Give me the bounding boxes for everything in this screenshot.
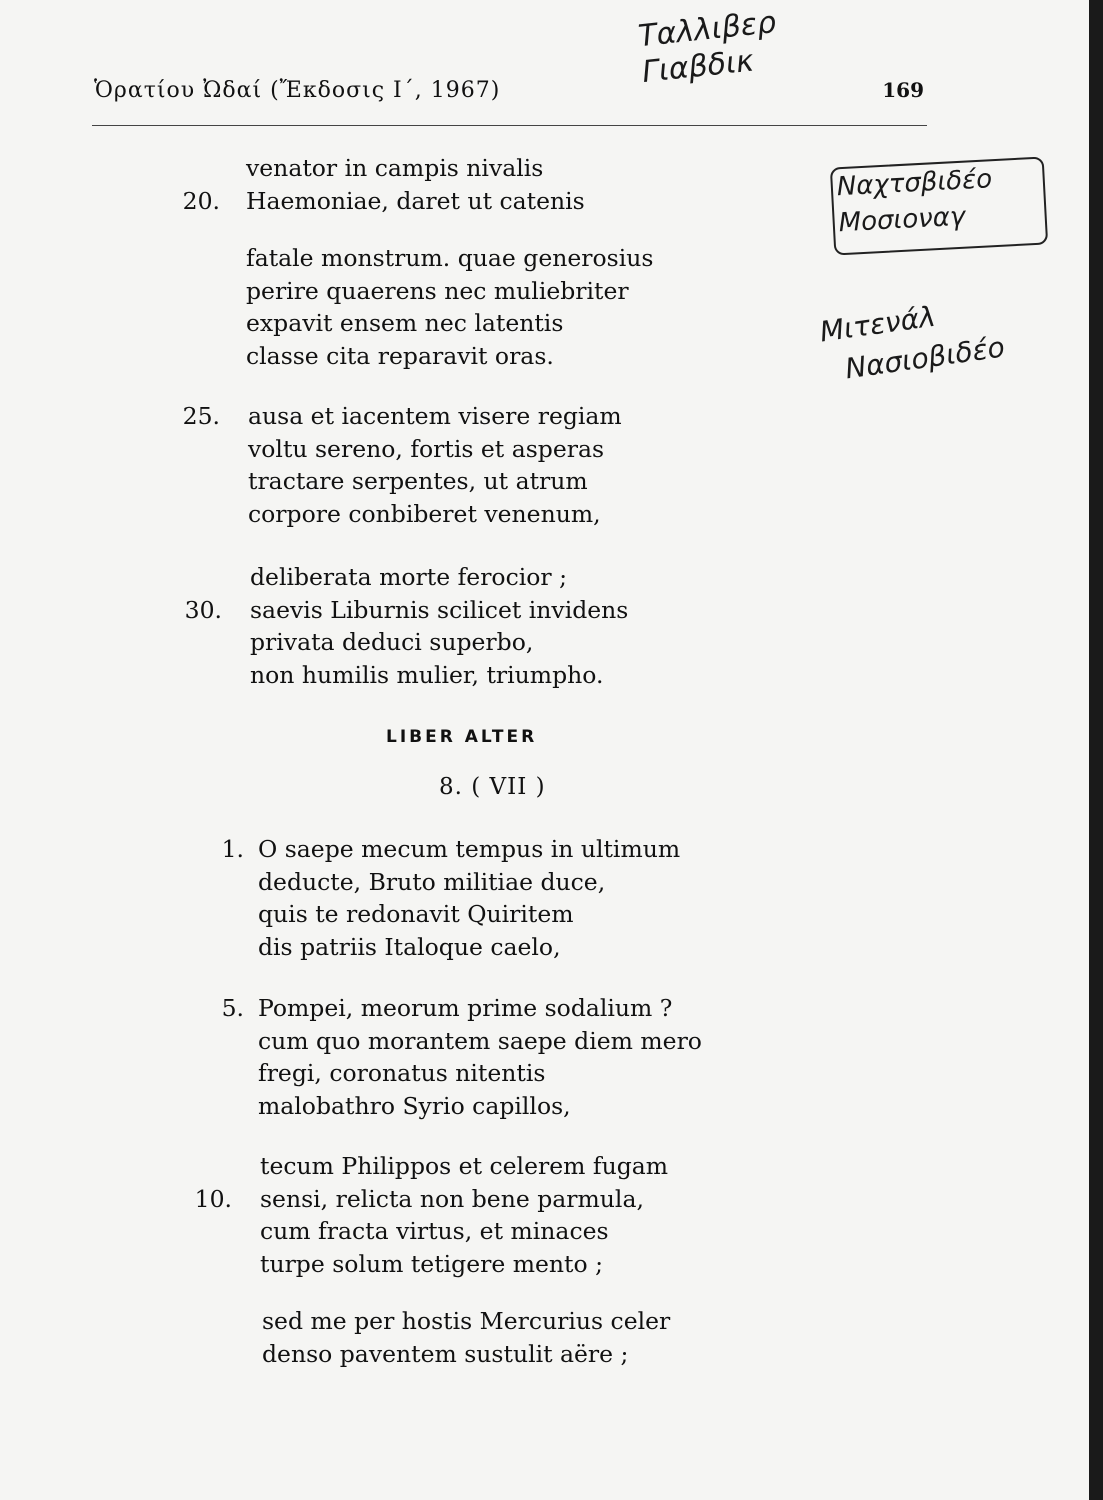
verse-line	[246, 242, 653, 275]
handwritten-line: Μιτενάλ	[817, 299, 938, 349]
verse-text: ausa et iacentem visere regiam	[248, 402, 622, 430]
verse-line	[246, 152, 585, 185]
upper-stanza-3	[182, 400, 622, 530]
verse-line	[260, 1215, 668, 1248]
verse-text: tecum Philippos et celerem fugam	[260, 1152, 669, 1180]
handwritten-line: Ναχτσβιδέο	[836, 164, 993, 203]
verse-line	[258, 1025, 702, 1058]
verse-text: fatale monstrum. quae generosius	[246, 244, 654, 272]
verse-line	[221, 992, 702, 1025]
verse-line	[246, 307, 653, 340]
lower-stanza-3	[194, 1150, 669, 1280]
verse-text: Haemoniae, daret ut catenis	[246, 186, 585, 215]
verse-line	[182, 185, 585, 218]
verse-line	[246, 340, 653, 373]
verse-text: fregi, coronatus nitentis	[258, 1059, 546, 1088]
handwritten-margin-note	[817, 288, 1007, 392]
verse-text: cum quo morantem saepe diem mero	[258, 1026, 702, 1055]
running-header	[94, 78, 924, 118]
upper-stanza-1	[182, 152, 585, 217]
verse-text: sensi, relicta non bene parmula,	[260, 1184, 644, 1213]
handwritten-line: Νασιοβιδέο	[843, 330, 1007, 386]
handwritten-line: Γιαβδικ	[640, 43, 756, 91]
line-number: 30.	[184, 595, 222, 624]
verse-line	[260, 1150, 668, 1183]
verse-line	[246, 275, 653, 308]
verse-line	[182, 400, 622, 433]
line-number: 20.	[182, 186, 220, 215]
verse-text: classe cita reparavit oras.	[246, 341, 554, 370]
line-number: 1.	[221, 835, 244, 863]
verse-text: cum fracta virtus, et minaces	[260, 1217, 609, 1246]
verse-text: denso paventem sustulit aëre ;	[262, 1339, 629, 1368]
handwritten-line: Ταλλιβερ	[636, 4, 778, 55]
lower-stanza-1	[221, 833, 681, 963]
verse-text: saevis Liburnis scilicet invidens	[250, 595, 629, 624]
verse-text: corpore conbiberet venenum,	[248, 499, 601, 528]
line-number: 5.	[221, 994, 244, 1022]
verse-line	[258, 931, 680, 964]
verse-line	[262, 1305, 670, 1338]
verse-text: deliberata morte ferocior ;	[250, 563, 568, 591]
verse-line	[250, 561, 628, 594]
line-number: 10.	[194, 1184, 232, 1213]
verse-line	[248, 465, 622, 498]
verse-text: sed me per hostis Mercurius celer	[262, 1307, 671, 1335]
verse-line	[248, 433, 622, 466]
verse-line	[258, 1057, 702, 1090]
verse-text: expavit ensem nec latentis	[246, 309, 564, 338]
verse-line	[194, 1183, 668, 1216]
upper-stanza-2	[246, 242, 653, 372]
line-number: 25.	[182, 402, 220, 430]
verse-line	[258, 1090, 702, 1123]
upper-stanza-4	[184, 561, 629, 691]
verse-text: deducte, Bruto militiae duce,	[258, 867, 606, 896]
header-rule	[92, 125, 927, 126]
lower-stanza-4	[262, 1305, 670, 1370]
handwritten-line: Μοσιοναγ	[837, 201, 966, 239]
ode-number: 8. ( VII )	[439, 774, 546, 800]
verse-line	[262, 1338, 670, 1371]
verse-line	[221, 833, 681, 866]
verse-text: dis patriis Italoque caelo,	[258, 932, 561, 961]
verse-text: quis te redonavit Quiritem	[258, 900, 574, 929]
lower-stanza-2	[221, 992, 702, 1122]
verse-text: Pompei, meorum prime sodalium ?	[258, 994, 673, 1022]
verse-line	[248, 498, 622, 531]
page-edge-shadow	[1089, 0, 1103, 1500]
verse-text: tractare serpentes, ut atrum	[248, 467, 588, 496]
verse-text: perire quaerens nec muliebriter	[246, 276, 629, 305]
running-title: Ὁρατίου Ὠδαί (Ἔκδοσις Ι΄, 1967)	[94, 78, 501, 103]
handwritten-boxed-note	[830, 156, 1048, 255]
verse-line	[258, 898, 680, 931]
verse-line	[258, 866, 680, 899]
book-heading: LIBER ALTER	[386, 727, 538, 747]
verse-text: O saepe mecum tempus in ultimum	[258, 835, 681, 863]
verse-text: venator in campis nivalis	[246, 154, 544, 182]
handwritten-note-top	[637, 5, 782, 91]
verse-line	[260, 1248, 668, 1281]
verse-text: voltu sereno, fortis et asperas	[248, 434, 605, 463]
page-number: 169	[882, 78, 924, 102]
verse-line	[250, 659, 628, 692]
verse-text: non humilis mulier, triumpho.	[250, 660, 604, 689]
verse-text: privata deduci superbo,	[250, 628, 534, 657]
verse-text: turpe solum tetigere mento ;	[260, 1249, 604, 1278]
verse-line	[250, 626, 628, 659]
verse-text: malobathro Syrio capillos,	[258, 1091, 571, 1120]
verse-line	[184, 594, 629, 627]
